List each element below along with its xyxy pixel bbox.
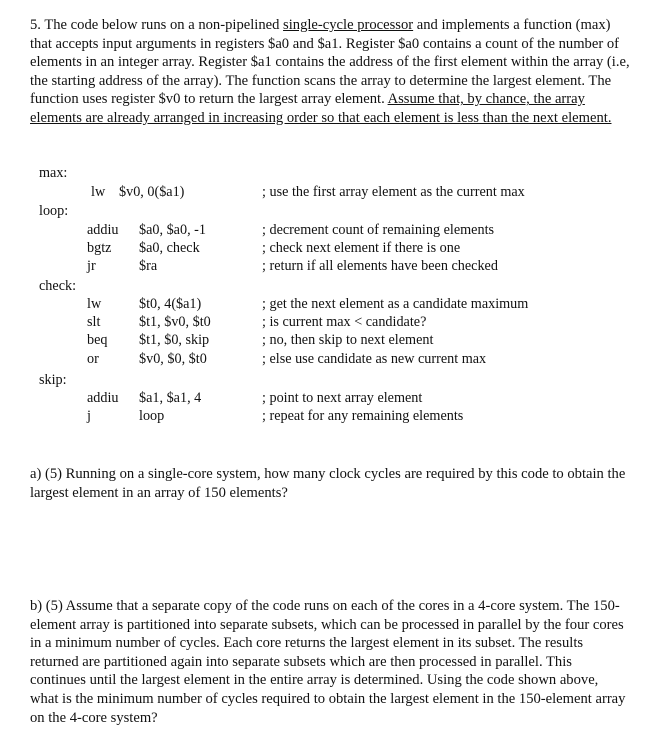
label-skip: skip: (39, 372, 67, 388)
operands: $a1, $a1, 4 (139, 390, 202, 406)
label-max: max: (39, 165, 68, 181)
operands: $v0, $0, $t0 (139, 351, 207, 367)
operands: $a0, $a0, -1 (139, 222, 206, 238)
mnemonic: or (87, 351, 99, 367)
code-line (0, 222, 651, 239)
question-b: b) (5) Assume that a separate copy of the code runs on each of the cores in a 4-core system. The 150-element array is partitioned into separate subsets, which can be processed in parallel by the four cores in a minimum number of cycles. Each core returns the largest element in its subset. The results returned are partitioned again into separate subsets which are then processed in parallel. This continues until the largest element in the entire array is determined. Using the code shown above, what is the minimum number of cycles required to obtain the largest element in the 150-element array on the 4-core system? (30, 598, 626, 726)
intro-text-body: and implements a function (max) that accepts input arguments in registers $a0 and $a1. Register $a0 contains a count of the number of elements in an integer array. Register $a1 contains the address of the first element within the array (i.e, the starting address of the array). The function scans the array to determine the largest element. The function uses register $v0 to return the largest array element. (30, 17, 630, 108)
operands: $t0, 4($a1) (139, 296, 202, 312)
comment: ; repeat for any remaining elements (262, 408, 464, 424)
mnemonic: j (87, 408, 91, 424)
code-line (0, 258, 651, 275)
comment: ; get the next element as a candidate maximum (262, 296, 529, 312)
comment: ; check next element if there is one (262, 240, 461, 256)
mnemonic: addiu (87, 390, 119, 406)
comment: ; is current max < candidate? (262, 314, 427, 330)
mnemonic: slt (87, 314, 101, 330)
code-line (0, 390, 651, 407)
mnemonic: jr (87, 258, 96, 274)
comment: ; return if all elements have been checked (262, 258, 498, 274)
mnemonic: beq (87, 332, 108, 348)
intro-text-start: The code below runs on a non-pipelined (44, 17, 284, 33)
operands: $ra (139, 258, 158, 274)
problem-number: 5. (30, 17, 41, 33)
operands: $t1, $v0, $t0 (139, 314, 211, 330)
mnemonic: bgtz (87, 240, 112, 256)
code-line (0, 408, 651, 425)
question-a: a) (5) Running on a single-core system, how many clock cycles are required by this code to obtain the largest element in an array of 150 elements? (30, 466, 626, 501)
code-line (0, 240, 651, 257)
mnemonic: lw (87, 296, 102, 312)
code-line (0, 314, 651, 331)
mnemonic: lw (91, 184, 106, 200)
operands: $v0, 0($a1) (119, 184, 185, 200)
comment: ; else use candidate as new current max (262, 351, 487, 367)
comment: ; use the first array element as the current max (262, 184, 525, 200)
comment: ; decrement count of remaining elements (262, 222, 495, 238)
comment: ; point to next array element (262, 390, 423, 406)
single-cycle-processor-underline: single-cycle processor (283, 17, 414, 33)
comment: ; no, then skip to next element (262, 332, 434, 348)
code-line (0, 296, 651, 313)
operands: $a0, check (139, 240, 200, 256)
label-loop: loop: (39, 203, 69, 219)
assumption-underlined: Assume that, by chance, the array elements are already arranged in increasing order so that each element is less than the next element. (30, 91, 612, 126)
code-line (0, 184, 651, 201)
code-line (0, 332, 651, 349)
label-check: check: (39, 278, 77, 294)
code-line (0, 351, 651, 368)
operands: $t1, $0, skip (139, 332, 210, 348)
operands: loop (139, 408, 165, 424)
mnemonic: addiu (87, 222, 119, 238)
